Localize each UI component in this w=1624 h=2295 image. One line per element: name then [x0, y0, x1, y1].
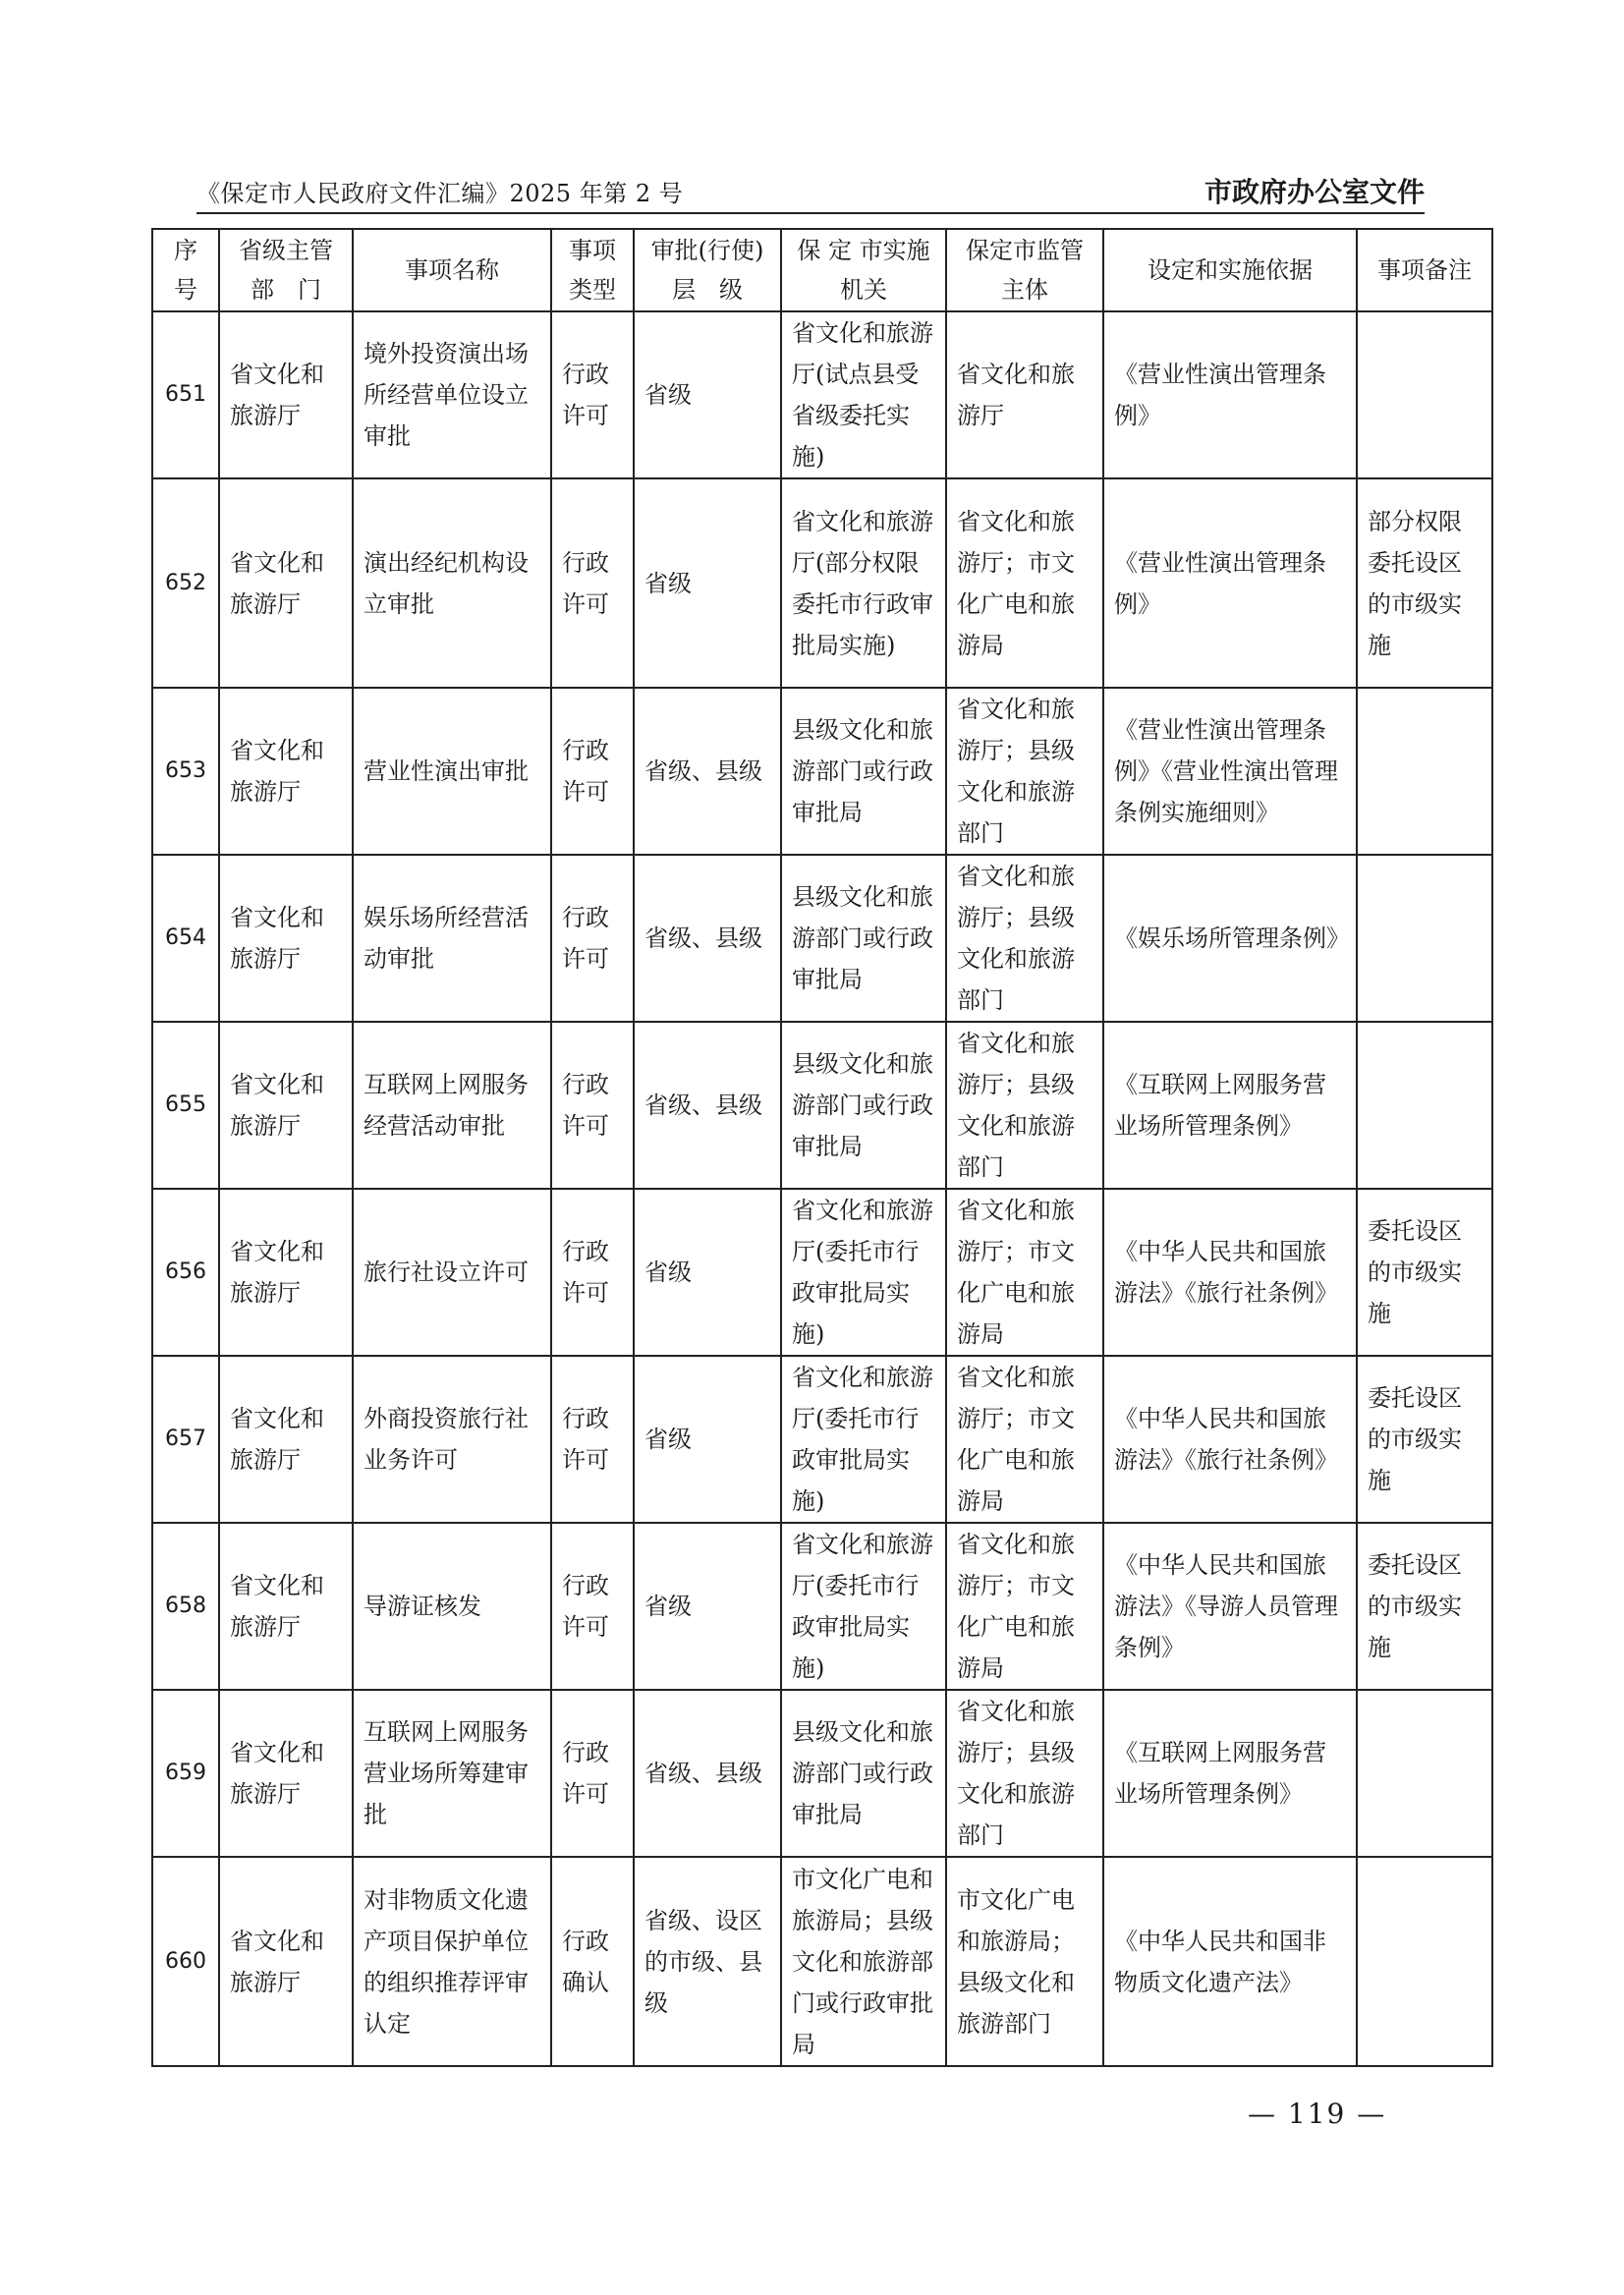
- cell-supervisor: 省文化和旅游厅；县级文化和旅游部门: [946, 688, 1103, 855]
- cell-level: 省级: [634, 1189, 781, 1356]
- cell-dept: 省文化和旅游厅: [219, 478, 353, 688]
- cell-note: [1357, 311, 1492, 478]
- cell-seq: 652: [152, 478, 219, 688]
- cell-type: 行政许可: [551, 688, 634, 855]
- cell-supervisor: 省文化和旅游厅；县级文化和旅游部门: [946, 1022, 1103, 1189]
- document-category: 市政府办公室文件: [1204, 176, 1425, 208]
- cell-type: 行政许可: [551, 1690, 634, 1857]
- cell-note: [1357, 855, 1492, 1022]
- cell-dept: 省文化和旅游厅: [219, 1523, 353, 1690]
- cell-seq: 657: [152, 1356, 219, 1523]
- column-header-type: 事项类型: [551, 229, 634, 311]
- cell-level: 省级、县级: [634, 855, 781, 1022]
- column-header-level: 审批(行使)层 级: [634, 229, 781, 311]
- table-row: [152, 1022, 1492, 1189]
- cell-basis: 《中华人民共和国旅游法》《旅行社条例》: [1103, 1356, 1357, 1523]
- cell-agency: 县级文化和旅游部门或行政审批局: [781, 688, 946, 855]
- cell-note: 委托设区的市级实施: [1357, 1523, 1492, 1690]
- cell-basis: 《互联网上网服务营业场所管理条例》: [1103, 1022, 1357, 1189]
- cell-seq: 655: [152, 1022, 219, 1189]
- cell-level: 省级、县级: [634, 688, 781, 855]
- table-header-row: [152, 229, 1492, 311]
- cell-agency: 县级文化和旅游部门或行政审批局: [781, 1690, 946, 1857]
- cell-seq: 658: [152, 1523, 219, 1690]
- cell-seq: 653: [152, 688, 219, 855]
- column-header-agency: 保 定 市实施机关: [781, 229, 946, 311]
- table-row: [152, 1523, 1492, 1690]
- cell-seq: 656: [152, 1189, 219, 1356]
- cell-level: 省级: [634, 311, 781, 478]
- cell-note: [1357, 1022, 1492, 1189]
- cell-type: 行政许可: [551, 1356, 634, 1523]
- cell-seq: 654: [152, 855, 219, 1022]
- column-header-name: 事项名称: [353, 229, 551, 311]
- cell-note: 委托设区的市级实施: [1357, 1189, 1492, 1356]
- cell-basis: 《娱乐场所管理条例》: [1103, 855, 1357, 1022]
- table-row: [152, 311, 1492, 478]
- table-row: [152, 1356, 1492, 1523]
- cell-note: [1357, 688, 1492, 855]
- cell-type: 行政许可: [551, 855, 634, 1022]
- table-row: [152, 1690, 1492, 1857]
- table-row: [152, 855, 1492, 1022]
- cell-name: 旅行社设立许可: [353, 1189, 551, 1356]
- cell-name: 外商投资旅行社业务许可: [353, 1356, 551, 1523]
- cell-level: 省级: [634, 1523, 781, 1690]
- cell-type: 行政许可: [551, 1022, 634, 1189]
- publication-title: 《保定市人民政府文件汇编》2025 年第 2 号: [196, 180, 684, 207]
- page-header: [196, 167, 1425, 212]
- cell-supervisor: 省文化和旅游厅；市文化广电和旅游局: [946, 1189, 1103, 1356]
- cell-agency: 市文化广电和旅游局；县级文化和旅游部门或行政审批局: [781, 1857, 946, 2066]
- cell-basis: 《营业性演出管理条例》: [1103, 478, 1357, 688]
- cell-dept: 省文化和旅游厅: [219, 1690, 353, 1857]
- column-header-seq: 序号: [152, 229, 219, 311]
- cell-supervisor: 省文化和旅游厅；市文化广电和旅游局: [946, 478, 1103, 688]
- cell-agency: 省文化和旅游厅(部分权限委托市行政审批局实施): [781, 478, 946, 688]
- cell-basis: 《营业性演出管理条例》《营业性演出管理条例实施细则》: [1103, 688, 1357, 855]
- cell-note: [1357, 1857, 1492, 2066]
- cell-note: [1357, 1690, 1492, 1857]
- cell-supervisor: 市文化广电和旅游局；县级文化和旅游部门: [946, 1857, 1103, 2066]
- cell-type: 行政许可: [551, 478, 634, 688]
- cell-dept: 省文化和旅游厅: [219, 855, 353, 1022]
- cell-supervisor: 省文化和旅游厅；县级文化和旅游部门: [946, 1690, 1103, 1857]
- cell-note: 委托设区的市级实施: [1357, 1356, 1492, 1523]
- cell-seq: 659: [152, 1690, 219, 1857]
- cell-basis: 《中华人民共和国旅游法》《旅行社条例》: [1103, 1189, 1357, 1356]
- cell-level: 省级: [634, 1356, 781, 1523]
- cell-level: 省级、县级: [634, 1022, 781, 1189]
- cell-name: 互联网上网服务经营活动审批: [353, 1022, 551, 1189]
- cell-name: 营业性演出审批: [353, 688, 551, 855]
- approval-items-table: [151, 228, 1493, 2067]
- cell-name: 演出经纪机构设立审批: [353, 478, 551, 688]
- cell-name: 互联网上网服务营业场所筹建审批: [353, 1690, 551, 1857]
- cell-dept: 省文化和旅游厅: [219, 1356, 353, 1523]
- header-divider: [196, 212, 1425, 214]
- cell-dept: 省文化和旅游厅: [219, 1857, 353, 2066]
- column-header-basis: 设定和实施依据: [1103, 229, 1357, 311]
- column-header-dept: 省级主管部 门: [219, 229, 353, 311]
- cell-name: 境外投资演出场所经营单位设立审批: [353, 311, 551, 478]
- cell-supervisor: 省文化和旅游厅；市文化广电和旅游局: [946, 1356, 1103, 1523]
- cell-supervisor: 省文化和旅游厅: [946, 311, 1103, 478]
- cell-dept: 省文化和旅游厅: [219, 1189, 353, 1356]
- cell-basis: 《营业性演出管理条例》: [1103, 311, 1357, 478]
- cell-name: 对非物质文化遗产项目保护单位的组织推荐评审认定: [353, 1857, 551, 2066]
- table-row: [152, 478, 1492, 688]
- cell-type: 行政确认: [551, 1857, 634, 2066]
- cell-level: 省级: [634, 478, 781, 688]
- cell-agency: 省文化和旅游厅(委托市行政审批局实施): [781, 1356, 946, 1523]
- cell-supervisor: 省文化和旅游厅；县级文化和旅游部门: [946, 855, 1103, 1022]
- cell-type: 行政许可: [551, 1523, 634, 1690]
- column-header-note: 事项备注: [1357, 229, 1492, 311]
- cell-agency: 省文化和旅游厅(委托市行政审批局实施): [781, 1523, 946, 1690]
- cell-name: 导游证核发: [353, 1523, 551, 1690]
- cell-note: 部分权限委托设区的市级实施: [1357, 478, 1492, 688]
- cell-type: 行政许可: [551, 311, 634, 478]
- cell-agency: 县级文化和旅游部门或行政审批局: [781, 1022, 946, 1189]
- cell-basis: 《中华人民共和国旅游法》《导游人员管理条例》: [1103, 1523, 1357, 1690]
- table-row: [152, 688, 1492, 855]
- cell-agency: 县级文化和旅游部门或行政审批局: [781, 855, 946, 1022]
- cell-basis: 《中华人民共和国非物质文化遗产法》: [1103, 1857, 1357, 2066]
- cell-supervisor: 省文化和旅游厅；市文化广电和旅游局: [946, 1523, 1103, 1690]
- cell-dept: 省文化和旅游厅: [219, 311, 353, 478]
- cell-dept: 省文化和旅游厅: [219, 688, 353, 855]
- table-row: [152, 1189, 1492, 1356]
- cell-agency: 省文化和旅游厅(试点县受省级委托实施): [781, 311, 946, 478]
- cell-basis: 《互联网上网服务营业场所管理条例》: [1103, 1690, 1357, 1857]
- cell-level: 省级、县级: [634, 1690, 781, 1857]
- table-row: [152, 1857, 1492, 2066]
- cell-seq: 660: [152, 1857, 219, 2066]
- cell-seq: 651: [152, 311, 219, 478]
- column-header-supervisor: 保定市监管主体: [946, 229, 1103, 311]
- cell-level: 省级、设区的市级、县级: [634, 1857, 781, 2066]
- cell-name: 娱乐场所经营活动审批: [353, 855, 551, 1022]
- cell-agency: 省文化和旅游厅(委托市行政审批局实施): [781, 1189, 946, 1356]
- page-number: — 119 —: [1248, 2098, 1387, 2130]
- cell-dept: 省文化和旅游厅: [219, 1022, 353, 1189]
- cell-type: 行政许可: [551, 1189, 634, 1356]
